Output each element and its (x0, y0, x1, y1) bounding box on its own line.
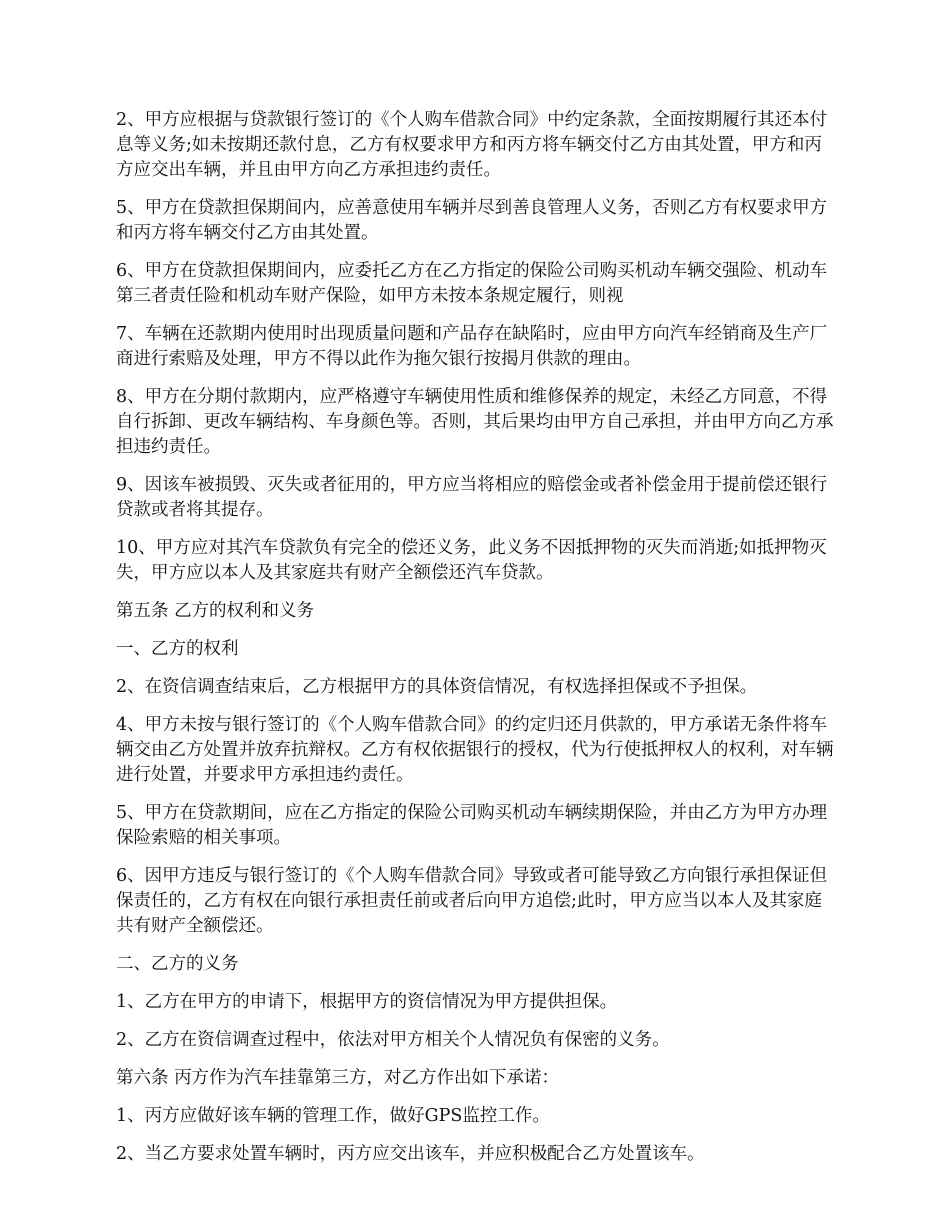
section-heading: 一、乙方的权利 (116, 639, 239, 659)
article-heading: 第五条 乙方的权利和义务 (116, 601, 315, 621)
clause-paragraph: 1、乙方在甲方的申请下，根据甲方的资信情况为甲方提供担保。 (116, 992, 618, 1012)
clause-paragraph: 7、车辆在还款期内使用时出现质量问题和产品存在缺陷时，应由甲方向汽车经销商及生产厂商进行索赔及处理，甲方不得以此作为拖欠银行按揭月供款的理由。 (116, 324, 828, 369)
clause-paragraph: 5、甲方在贷款期间，应在乙方指定的保险公司购买机动车辆续期保险，并由乙方为甲方办理保险索赔的相关事项。 (116, 803, 828, 848)
clause-paragraph: 1、丙方应做好该车辆的管理工作，做好GPS监控工作。 (116, 1106, 550, 1126)
clause-paragraph: 2、当乙方要求处置车辆时，丙方应交出该车，并应积极配合乙方处置该车。 (116, 1144, 705, 1164)
clause-paragraph: 4、甲方未按与银行签订的《个人购车借款合同》的约定归还月供款的，甲方承诺无条件将车辆交由乙方处置并放弃抗辩权。乙方有权依据银行的授权，代为行使抵押权人的权利，对车辆进行处置，并要求甲方承担违约责任。 (116, 715, 834, 785)
clause-paragraph: 8、甲方在分期付款期内，应严格遵守车辆使用性质和维修保养的规定，未经乙方同意，不得自行拆卸、更改车辆结构、车身颜色等。否则，其后果均由甲方自己承担，并由甲方向乙方承担违约责任。 (116, 387, 834, 457)
article-heading: 第六条 丙方作为汽车挂靠第三方，对乙方作出如下承诺： (116, 1068, 560, 1088)
clause-paragraph: 2、乙方在资信调查过程中，依法对甲方相关个人情况负有保密的义务。 (116, 1030, 670, 1050)
clause-paragraph: 2、甲方应根据与贷款银行签订的《个人购车借款合同》中约定条款，全面按期履行其还本付息等义务;如未按期还款付息，乙方有权要求甲方和丙方将车辆交付乙方由其处置，甲方和丙方应交出车辆，并且由甲方向乙方承担违约责任。 (116, 110, 828, 180)
clause-paragraph: 5、甲方在贷款担保期间内，应善意使用车辆并尽到善良管理人义务，否则乙方有权要求甲方和丙方将车辆交付乙方由其处置。 (116, 198, 828, 243)
clause-paragraph: 2、在资信调查结束后，乙方根据甲方的具体资信情况，有权选择担保或不予担保。 (116, 677, 758, 697)
clause-paragraph: 10、甲方应对其汽车贷款负有完全的偿还义务，此义务不因抵押物的灭失而消逝;如抵押物灭失，甲方应以本人及其家庭共有财产全额偿还汽车贷款。 (116, 538, 827, 583)
clause-paragraph: 9、因该车被损毁、灭失或者征用的，甲方应当将相应的赔偿金或者补偿金用于提前偿还银行贷款或者将其提存。 (116, 475, 828, 520)
clause-paragraph: 6、甲方在贷款担保期间内，应委托乙方在乙方指定的保险公司购买机动车辆交强险、机动车第三者责任险和机动车财产保险，如甲方未按本条规定履行，则视 (116, 261, 828, 306)
section-heading: 二、乙方的义务 (116, 954, 239, 974)
clause-paragraph: 6、因甲方违反与银行签订的《个人购车借款合同》导致或者可能导致乙方向银行承担保证但保责任的，乙方有权在向银行承担责任前或者后向甲方追偿;此时，甲方应当以本人及其家庭共有财产全额偿还。 (116, 866, 828, 936)
